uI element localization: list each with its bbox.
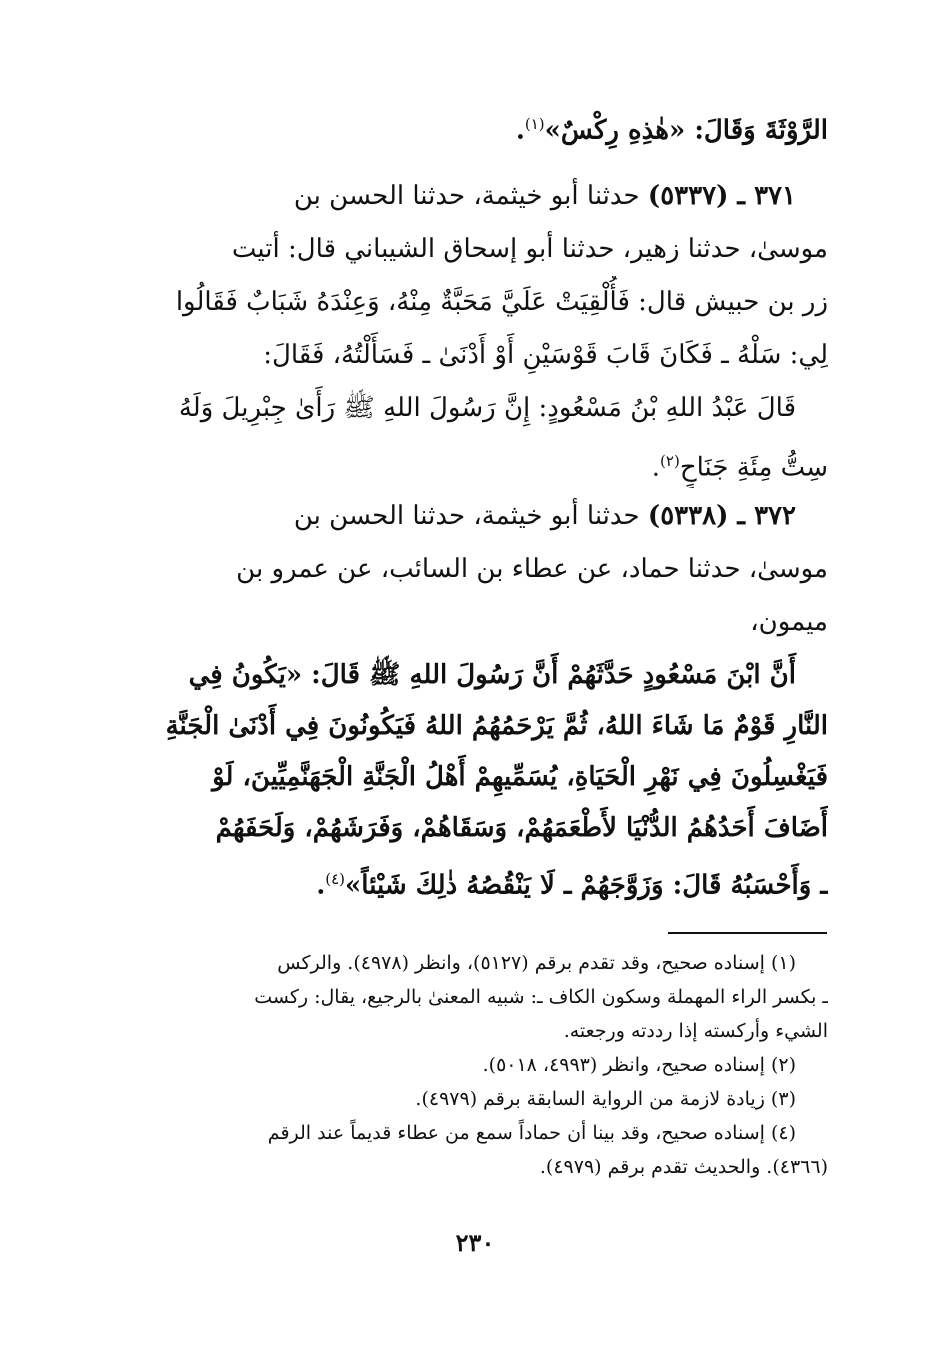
hadith-372-line-8: ـ وَأَحْسَبُهُ قَالَ: وَزَوَّجَهُمْ ـ لَا يَنْقُصُهُ ذٰلِكَ شَيْئاً»$^{(٤)}$. bbox=[316, 870, 828, 901]
footnote-1-line-3: الشيء وأركسته إذا رددته ورجعته. bbox=[563, 1020, 828, 1042]
footnote-4-line-2: (٤٣٦٦). والحديث تقدم برقم (٤٩٧٩). bbox=[539, 1156, 828, 1178]
hadith-372-line-6: فَيَغْسِلُونَ فِي نَهْرِ الْحَيَاةِ، يُسَمِّيهِمْ أَهْلُ الْجَنَّةِ الْجَهَنَّمِيِّينَ، لَوْ bbox=[212, 762, 828, 792]
hadith-372-line-7: أَضَافَ أَحَدُهُمُ الدُّنْيَا لأَطْعَمَهُمْ، وَسَقَاهُمْ، وَفَرَشَهُمْ، وَلَحَفَهُمْ bbox=[215, 813, 828, 843]
footnotes bbox=[133, 946, 828, 1184]
top-continuation bbox=[133, 98, 828, 151]
hadith-text: سِتُّ مِئَةِ جَنَاحٍ bbox=[679, 452, 828, 483]
footnote-ref-1: (١) bbox=[524, 115, 545, 133]
footnote-2: (٢) إسناده صحيح، وانظر (٤٩٩٣، ٥٠١٨). bbox=[482, 1054, 796, 1076]
hadith-372-line-4: أَنَّ ابْنَ مَسْعُودٍ حَدَّثَهُمْ أَنَّ رَسُولَ اللهِ ﷺ قَالَ: «يَكُونُ فِي bbox=[188, 660, 796, 690]
hadith-372-matn bbox=[133, 650, 828, 905]
footnote-3: (٣) زيادة لازمة من الرواية السابقة برقم (٤٩٧٩). bbox=[415, 1088, 796, 1110]
hadith-number: ٣٧٢ ـ (٥٣٣٨) bbox=[647, 501, 796, 531]
footnote-ref-2: (٢) bbox=[660, 452, 680, 470]
footnote-divider bbox=[668, 932, 827, 934]
top-line-text: الرَّوْثَةَ وَقَالَ: «هٰذِهِ رِكْسٌ» bbox=[544, 115, 828, 146]
hadith-number: ٣٧١ ـ (٥٣٣٧) bbox=[647, 181, 796, 211]
hadith-371 bbox=[133, 170, 828, 488]
hadith-371-line-2: موسىٰ، حدثنا زهير، حدثنا أبو إسحاق الشيباني قال: أتيت bbox=[231, 234, 828, 264]
hadith-372 bbox=[133, 490, 828, 649]
footnote-1-line-1: (١) إسناده صحيح، وقد تقدم برقم (٥١٢٧)، وانظر (٤٩٧٨). والركس bbox=[277, 952, 796, 974]
hadith-372-line-2: موسىٰ، حدثنا حماد، عن عطاء بن السائب، عن عمرو بن bbox=[236, 554, 828, 584]
hadith-371-line-1 bbox=[133, 170, 828, 223]
footnote-4-line-1: (٤) إسناده صحيح، وقد بينا أن حماداً سمع من عطاء قديماً عند الرقم bbox=[267, 1122, 796, 1144]
hadith-371-line-4: لِي: سَلْهُ ـ فَكَانَ قَابَ قَوْسَيْنِ أَوْ أَدْنَىٰ ـ فَسَأَلْتُهُ، فَقَالَ: bbox=[263, 340, 828, 370]
footnote-1-line-2: ـ بكسر الراء المهملة وسكون الكاف ـ: شبيه المعنىٰ بالرجيع، يقال: ركست bbox=[254, 986, 828, 1008]
page-number: ٢٣٠ bbox=[455, 1228, 495, 1257]
hadith-371-line-5: قَالَ عَبْدُ اللهِ بْنُ مَسْعُودٍ: إِنَّ رَسُولَ اللهِ ﷺ رَأَىٰ جِبْرِيلَ وَلَهُ bbox=[178, 393, 796, 423]
hadith-372-line-5: النَّارِ قَوْمٌ مَا شَاءَ اللهُ، ثُمَّ يَرْحَمُهُمُ اللهُ فَيَكُونُونَ فِي أَدْنَىٰ الْجَنَّةِ bbox=[165, 711, 828, 741]
hadith-text: حدثنا أبو خيثمة، حدثنا الحسن بن bbox=[293, 501, 640, 531]
hadith-text: حدثنا أبو خيثمة، حدثنا الحسن بن bbox=[293, 181, 640, 211]
hadith-372-line-3: ميمون، bbox=[750, 607, 828, 637]
hadith-text: ـ وَأَحْسَبُهُ قَالَ: وَزَوَّجَهُمْ ـ لَا يَنْقُصُهُ ذٰلِكَ شَيْئاً» bbox=[345, 870, 828, 901]
hadith-371-line-6: سِتُّ مِئَةِ جَنَاحٍ$^{(٢)}$. bbox=[651, 452, 828, 483]
hadith-372-line-1 bbox=[133, 490, 828, 543]
hadith-371-line-3: زر بن حبيش قال: فَأُلْقِيَتْ عَلَيَّ مَحَبَّةٌ مِنْهُ، وَعِنْدَهُ شَبَابٌ فَقَالُوا bbox=[175, 287, 828, 317]
top-line: الرَّوْثَةَ وَقَالَ: «هٰذِهِ رِكْسٌ»$^{(١)}$. bbox=[515, 115, 828, 146]
footnote-ref-4: (٤) bbox=[325, 870, 346, 888]
